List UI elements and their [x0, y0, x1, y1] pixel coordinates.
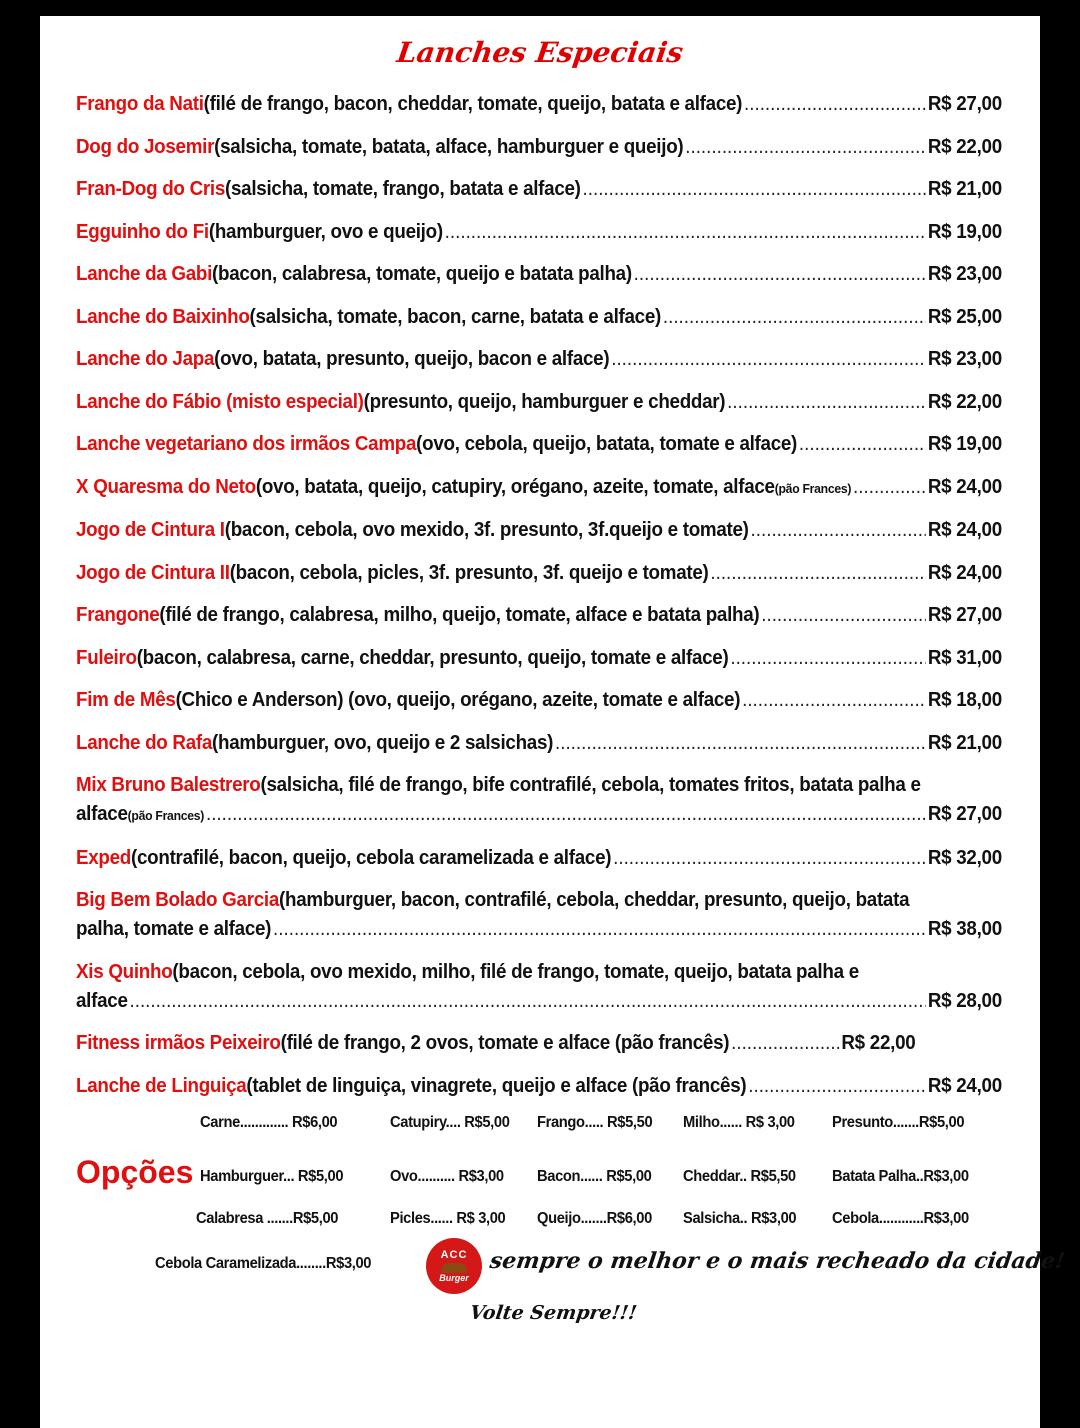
menu-item — [76, 729, 1002, 758]
item-price: R$ 24,00 — [927, 561, 1002, 584]
option-item: Batata Palha..R$3,00 — [832, 1168, 969, 1185]
menu-item — [76, 771, 1002, 830]
option-item-extra: Cebola Caramelizada........R$3,00 — [155, 1255, 372, 1272]
item-description: (bacon, cebola, ovo mexido, 3f. presunto, 3f.queijo e tomate) — [224, 519, 749, 541]
option-item: Calabresa .......R$5,00 — [196, 1210, 339, 1227]
option-item: Presunto.......R$5,00 — [832, 1114, 965, 1131]
item-name: Exped — [76, 846, 132, 869]
item-price: R$ 22,00 — [927, 135, 1002, 158]
option-item: Frango..... R$5,50 — [537, 1114, 653, 1131]
item-name: Lanche do Japa — [76, 348, 215, 370]
dot-leader — [663, 303, 926, 332]
item-description: (ovo, batata, queijo, catupiry, orégano, azeite, tomate, alface — [255, 475, 775, 498]
menu-item — [76, 218, 1002, 247]
menu-item — [76, 516, 1002, 545]
item-name: Jogo de Cintura I — [76, 519, 225, 541]
item-name: X Quaresma do Neto — [76, 475, 256, 498]
option-item: Picles...... R$ 3,00 — [390, 1210, 506, 1227]
option-item: Ovo.......... R$3,00 — [390, 1168, 504, 1185]
menu-item — [76, 958, 1002, 1016]
volte-sempre: Volte Sempre!!! — [468, 1302, 639, 1324]
item-description: (salsicha, tomate, frango, batata e alface) — [225, 178, 581, 200]
item-description-cont: palha, tomate e alface) — [76, 918, 272, 940]
dot-leader — [730, 644, 926, 673]
dot-leader — [130, 987, 926, 1016]
dot-leader — [742, 686, 926, 715]
item-description: (contrafilé, bacon, queijo, cebola caramelizada e alface) — [131, 846, 612, 869]
dot-leader — [748, 1072, 926, 1101]
item-price: R$ 27,00 — [927, 604, 1002, 626]
menu-item — [76, 345, 1002, 374]
item-price: R$ 24,00 — [927, 1074, 1002, 1097]
menu-item — [76, 686, 1002, 715]
item-description: (filé de frango, 2 ovos, tomate e alface (pão francês) — [280, 1032, 730, 1054]
item-description: (bacon, calabresa, carne, cheddar, presunto, queijo, tomate e alface) — [136, 646, 729, 669]
option-item: Cheddar.. R$5,50 — [683, 1168, 796, 1185]
burger-icon — [441, 1263, 467, 1273]
item-description: (Chico e Anderson) (ovo, queijo, orégano, azeite, tomate e alface) — [175, 689, 741, 711]
item-price: R$ 19,00 — [927, 220, 1002, 243]
dot-leader — [206, 800, 926, 829]
menu-item — [76, 844, 1002, 873]
item-name: Lanche vegetariano dos irmãos Campa — [76, 433, 417, 455]
dot-leader — [555, 729, 926, 758]
item-name: Fitness irmãos Peixeiro — [76, 1032, 281, 1054]
item-name: Dog do Josemir — [76, 135, 215, 158]
menu-page — [40, 16, 1067, 1428]
menu-items-list — [76, 90, 1002, 1114]
item-description: (bacon, cebola, picles, 3f. presunto, 3f. queijo e tomate) — [229, 561, 709, 584]
menu-item — [76, 644, 1002, 673]
menu-item — [76, 303, 1002, 332]
item-note: (pão Frances) — [127, 808, 205, 823]
slogan: sempre o melhor e o mais recheado da cidade! — [488, 1248, 1067, 1274]
menu-item — [76, 175, 1002, 204]
dot-leader — [273, 915, 926, 944]
item-name: Mix Bruno Balestrero — [76, 774, 261, 796]
dot-leader — [613, 844, 926, 873]
item-price: R$ 32,00 — [927, 846, 1002, 869]
option-item: Bacon...... R$5,00 — [537, 1168, 652, 1185]
item-name: Lanche de Linguiça — [76, 1074, 247, 1097]
item-price: R$ 22,00 — [927, 390, 1002, 413]
opcoes-title: Opções — [76, 1154, 194, 1190]
item-description: (ovo, cebola, queijo, batata, tomate e alface) — [416, 433, 798, 455]
item-note: (pão Frances) — [774, 480, 852, 496]
item-name: Fim de Mês — [76, 689, 176, 711]
item-description: (presunto, queijo, hamburguer e cheddar) — [363, 390, 726, 413]
dot-leader — [445, 218, 926, 247]
item-price: R$ 27,00 — [927, 803, 1002, 825]
menu-item — [76, 430, 1002, 459]
dot-leader — [634, 260, 926, 289]
item-description-cont: alface — [76, 803, 128, 825]
dot-leader — [761, 601, 926, 630]
option-item: Hamburguer... R$5,00 — [200, 1168, 344, 1185]
dot-leader — [751, 516, 926, 545]
item-price: R$ 24,00 — [927, 475, 1002, 498]
logo-text-top: ACC — [440, 1249, 468, 1261]
dot-leader — [731, 1029, 839, 1058]
dot-leader — [799, 430, 926, 459]
item-description: (salsicha, filé de frango, bife contrafilé, cebola, tomates fritos, batata palha e — [260, 774, 921, 796]
item-name: Lanche da Gabi — [76, 263, 213, 285]
menu-item — [76, 90, 1002, 119]
menu-item — [76, 1072, 1002, 1101]
dot-leader — [685, 133, 926, 162]
menu-item — [76, 133, 1002, 162]
item-description: (filé de frango, bacon, cheddar, tomate, queijo, batata e alface) — [203, 93, 743, 115]
dot-leader — [727, 388, 926, 417]
item-price: R$ 21,00 — [927, 178, 1002, 200]
item-name: Frango da Nati — [76, 93, 204, 115]
menu-item — [76, 886, 1002, 944]
option-item: Catupiry.... R$5,00 — [390, 1114, 510, 1131]
item-description: (salsicha, tomate, batata, alface, hamburguer e queijo) — [214, 135, 684, 158]
dot-leader — [853, 473, 926, 502]
logo-text-bottom: Burger — [439, 1273, 469, 1283]
item-description: (bacon, cebola, ovo mexido, milho, filé de frango, tomate, queijo, batata palha e — [172, 960, 859, 983]
item-price: R$ 18,00 — [927, 689, 1002, 711]
item-price: R$ 28,00 — [927, 989, 1002, 1012]
item-description: (tablet de linguiça, vinagrete, queijo e alface (pão francês) — [246, 1074, 747, 1097]
item-name: Xis Quinho — [76, 960, 173, 983]
item-name: Jogo de Cintura II — [76, 561, 230, 584]
item-description: (bacon, calabresa, tomate, queijo e batata palha) — [212, 263, 632, 285]
option-item: Carne............. R$6,00 — [200, 1114, 338, 1131]
menu-item — [76, 473, 1002, 503]
menu-item — [76, 1029, 1002, 1058]
option-item: Milho...... R$ 3,00 — [683, 1114, 795, 1131]
dot-leader — [583, 175, 926, 204]
dot-leader — [710, 559, 926, 588]
option-item: Queijo.......R$6,00 — [537, 1210, 652, 1227]
item-description: (hamburguer, bacon, contrafilé, cebola, cheddar, presunto, queijo, batata — [279, 889, 910, 911]
item-name: Egguinho do Fi — [76, 220, 209, 243]
item-description: (hamburguer, ovo, queijo e 2 salsichas) — [212, 731, 554, 754]
item-price: R$ 23,00 — [927, 263, 1002, 285]
dot-leader — [611, 345, 926, 374]
item-name: Big Bem Bolado Garcia — [76, 889, 280, 911]
item-price: R$ 25,00 — [927, 305, 1002, 328]
item-name: Lanche do Rafa — [76, 731, 213, 754]
brand-logo — [426, 1238, 482, 1294]
menu-title: Lanches Especiais — [394, 36, 686, 69]
item-price: R$ 24,00 — [927, 519, 1002, 541]
option-item: Cebola............R$3,00 — [832, 1210, 969, 1227]
item-description-cont: alface — [76, 989, 128, 1012]
item-price: R$ 21,00 — [927, 731, 1002, 754]
item-name: Lanche do Fábio (misto especial) — [76, 390, 364, 413]
item-price: R$ 19,00 — [927, 433, 1002, 455]
item-name: Frangone — [76, 604, 160, 626]
menu-item — [76, 388, 1002, 417]
item-description: (ovo, batata, presunto, queijo, bacon e alface) — [214, 348, 610, 370]
dot-leader — [744, 90, 926, 119]
item-price: R$ 27,00 — [927, 93, 1002, 115]
item-description: (hamburguer, ovo e queijo) — [208, 220, 443, 243]
item-price: R$ 38,00 — [927, 918, 1002, 940]
item-name: Fran-Dog do Cris — [76, 178, 226, 200]
item-name: Fuleiro — [76, 646, 137, 669]
menu-item — [76, 559, 1002, 588]
item-name: Lanche do Baixinho — [76, 305, 250, 328]
menu-item — [76, 260, 1002, 289]
menu-item — [76, 601, 1002, 630]
item-description: (salsicha, tomate, bacon, carne, batata e alface) — [249, 305, 661, 328]
option-item: Salsicha.. R$3,00 — [683, 1210, 797, 1227]
item-price: R$ 31,00 — [927, 646, 1002, 669]
item-price: R$ 22,00 — [841, 1032, 916, 1054]
item-description: (filé de frango, calabresa, milho, queijo, tomate, alface e batata palha) — [159, 604, 760, 626]
item-price: R$ 23,00 — [927, 348, 1002, 370]
